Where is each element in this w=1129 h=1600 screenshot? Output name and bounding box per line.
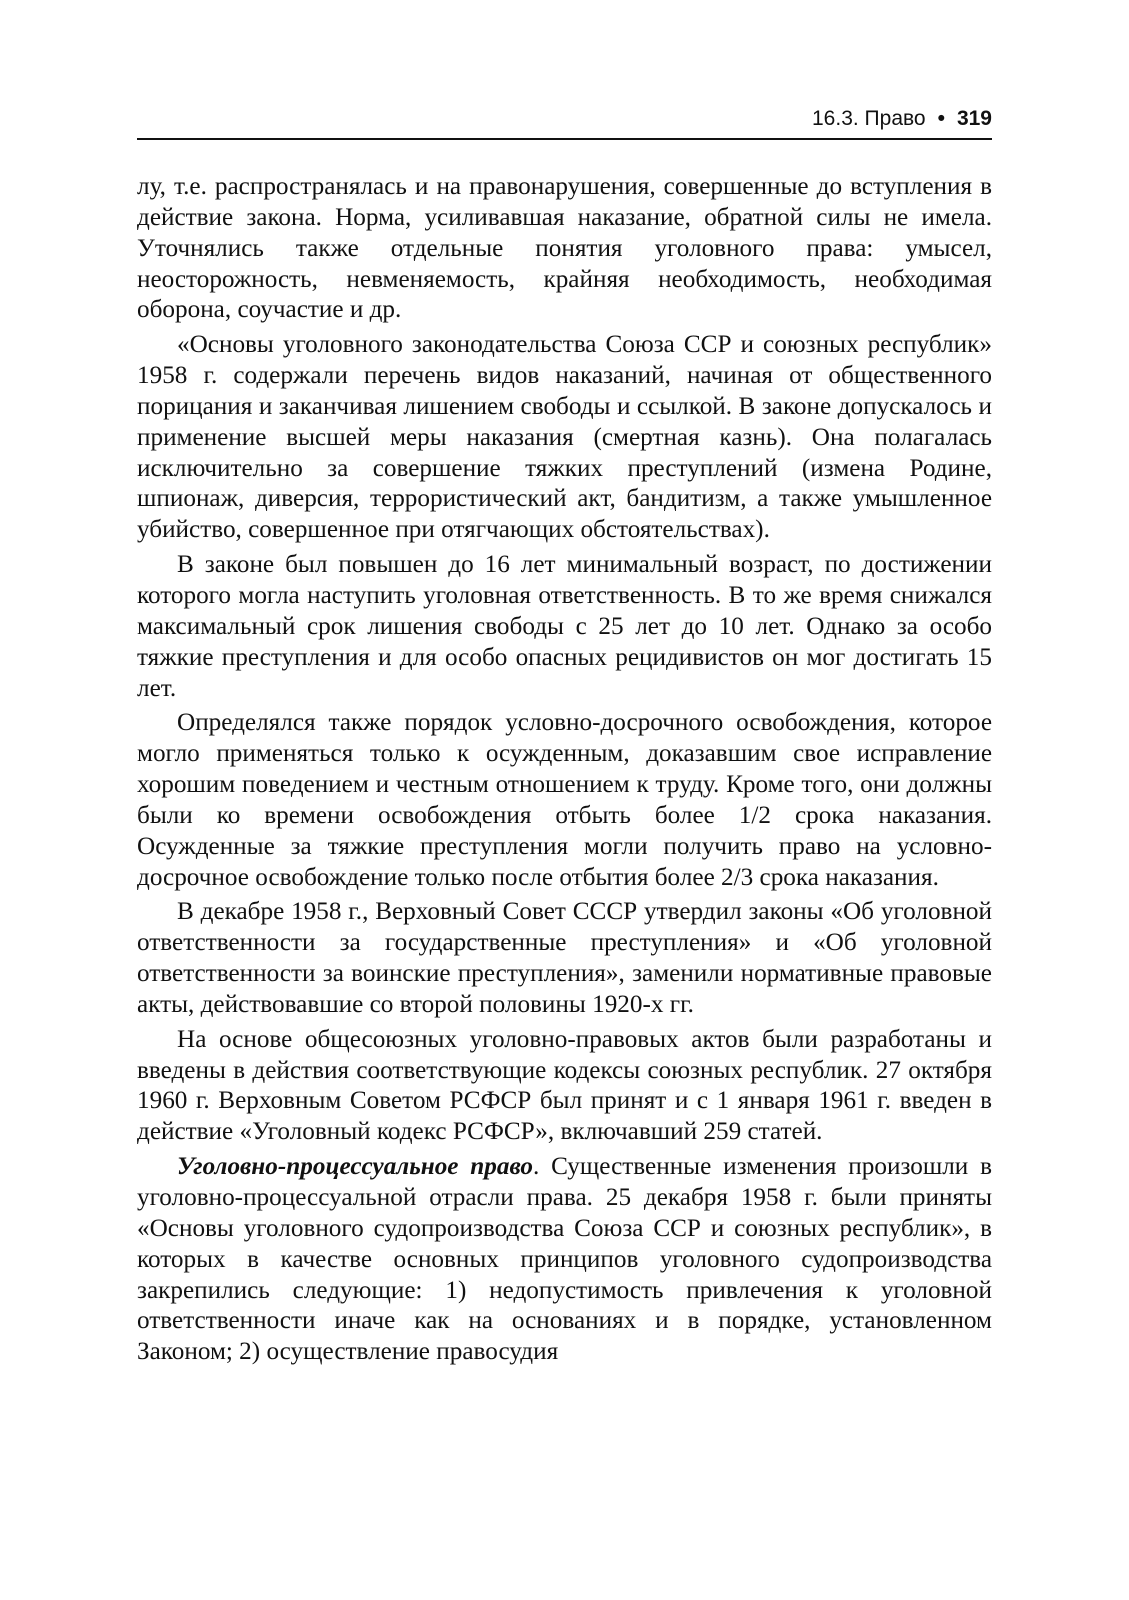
paragraph <box>137 550 992 704</box>
paragraph-text: На основе общесоюзных уголовно-правовых актов были разработаны и введены в действия соответствующие кодексы союзных республик. 27 октября 1960 г. Верховным Советом РСФСР был принят и с 1 января 1961 г. введен в действие «Уголовный кодекс РСФСР», включавший 259 статей. <box>137 1025 992 1146</box>
paragraph <box>137 330 992 546</box>
paragraph-text: «Основы уголовного законодательства Союза ССР и союзных республик» 1958 г. содержали перечень видов наказаний, начиная от общественного порицания и заканчивая лишением свободы и ссылкой. В законе допускалось и применение высшей меры наказания (смертная казнь). Она полагалась исключительно за совершение тяжких преступлений (измена Родине, шпионаж, диверсия, террористический акт, бандитизм, а также умышленное убийство, совершенное при отягчающих обстоятельствах). <box>137 331 992 544</box>
paragraph <box>137 897 992 1020</box>
paragraph <box>137 172 992 326</box>
section-title: 16.3. Право <box>812 107 926 130</box>
page-number: 319 <box>956 107 992 130</box>
header-rule <box>137 138 992 140</box>
paragraph-text: лу, т.е. распространялась и на правонарушения, совершенные до вступления в действие закона. Норма, усиливавшая наказание, обратной силы не имела. Уточнялись также отдельные понятия уголовного права: умысел, неосторожность, невменяемость, крайняя необходимость, необходимая оборона, соучастие и др. <box>137 173 992 324</box>
paragraph-text: . Существенные изменения произошли в уголовно-процессуальной отрасли права. 25 декабря 1958 г. были приняты «Основы уголовного судопроизводства Союза ССР и союзных республик», в которых в качестве основных принципов уголовного судопроизводства закрепились следующие: 1) недопустимость привлечения к уголовной ответственности иначе как на основаниях и в порядке, установленном Законом; 2) осуществление правосудия <box>137 1153 992 1366</box>
paragraph <box>137 1025 992 1148</box>
header-bullet: • <box>937 107 945 130</box>
body-text <box>137 172 992 1372</box>
paragraph <box>137 708 992 893</box>
paragraph-text: В декабре 1958 г., Верховный Совет СССР утвердил законы «Об уголовной ответственности за государственные преступления» и «Об уголовной ответственности за воинские преступления», заменили нормативные правовые акты, действовавшие со второй половины 1920-х гг. <box>137 898 992 1018</box>
paragraph-text: В законе был повышен до 16 лет минимальный возраст, по достижении которого могла наступить уголовная ответственность. В то же время снижался максимальный срок лишения свободы с 25 лет до 10 лет. Однако за особо тяжкие преступления и для особо опасных рецидивистов он мог достигать 15 лет. <box>137 551 992 702</box>
paragraph <box>137 1152 992 1368</box>
paragraph-lead-in: Уголовно-процессуальное право <box>177 1153 534 1181</box>
paragraph-text: Определялся также порядок условно-досрочного освобождения, которое могло применяться только к осужденным, доказавшим свое исправление хорошим поведением и честным отношением к труду. Кроме того, они должны были ко времени освобождения отбыть более 1/2 срока наказания. Осужденные за тяжкие преступления могли получить право на условно-досрочное освобождение только после отбытия более 2/3 срока наказания. <box>137 709 992 891</box>
running-header <box>137 104 992 134</box>
